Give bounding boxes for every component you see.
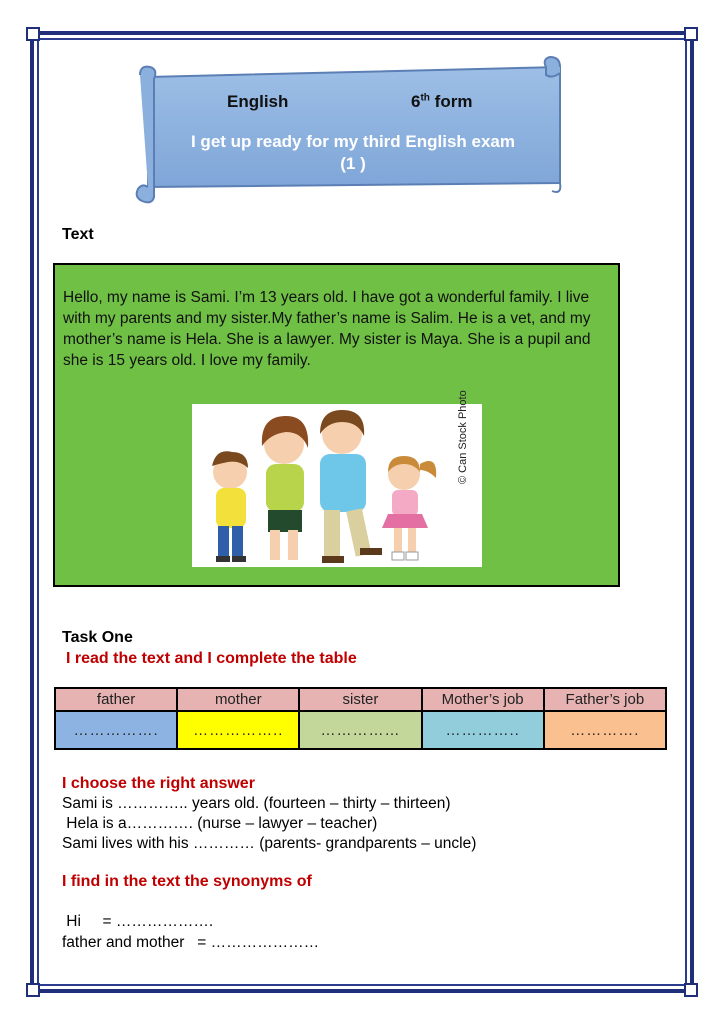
task-one-instruction: I read the text and I complete the table — [66, 650, 357, 667]
form-label: 6th form — [411, 92, 473, 111]
reading-text-box — [53, 263, 620, 587]
answer-cell-sister[interactable]: …………… — [299, 711, 421, 749]
column-header-mothers-job: Mother’s job — [422, 688, 544, 711]
column-header-sister: sister — [299, 688, 421, 711]
choose-heading: I choose the right answer — [62, 775, 255, 792]
answer-cell-father[interactable]: ……………. — [55, 711, 177, 749]
choose-question-2: Hela is a…………. (nurse – lawyer – teacher) — [62, 815, 378, 832]
text-heading: Text — [62, 226, 94, 243]
subject-label: English — [227, 92, 289, 111]
border-corner — [26, 983, 40, 997]
border-corner — [684, 27, 698, 41]
answer-cell-mothers-job[interactable]: ………….. — [422, 711, 544, 749]
exam-title: I get up ready for my third English exam (1 ) — [190, 132, 515, 173]
table-row — [55, 711, 666, 749]
answer-cell-fathers-job[interactable]: …………. — [544, 711, 666, 749]
task-one-heading: Task One — [62, 629, 133, 646]
synonym-line-2: father and mother = ………………… — [62, 934, 320, 951]
answer-table — [54, 687, 667, 750]
answer-cell-mother[interactable]: …………….. — [177, 711, 299, 749]
table-header-row — [55, 688, 666, 711]
synonyms-heading: I find in the text the synonyms of — [62, 873, 312, 890]
image-credit: © Can Stock Photo — [457, 390, 469, 484]
column-header-father: father — [55, 688, 177, 711]
synonym-line-1: Hi = ………………. — [62, 913, 214, 930]
border-corner — [684, 983, 698, 997]
family-illustration-icon — [192, 390, 482, 567]
choose-question-3: Sami lives with his ………… (parents- grandparents – uncle) — [62, 835, 477, 852]
column-header-fathers-job: Father’s job — [544, 688, 666, 711]
column-header-mother: mother — [177, 688, 299, 711]
reading-paragraph: Hello, my name is Sami. I’m 13 years old. I have got a wonderful family. I live with my parents and my sister.My father’s name is Salim. He is a vet, and my mother’s name is Hela. She is a lawyer. My sister is Maya. She is a pupil and she is 15 years old. I love my family. — [63, 289, 591, 369]
choose-question-1: Sami is ………….. years old. (fourteen – thirty – thirteen) — [62, 795, 451, 812]
title-scroll-banner — [132, 55, 572, 205]
border-corner — [26, 27, 40, 41]
